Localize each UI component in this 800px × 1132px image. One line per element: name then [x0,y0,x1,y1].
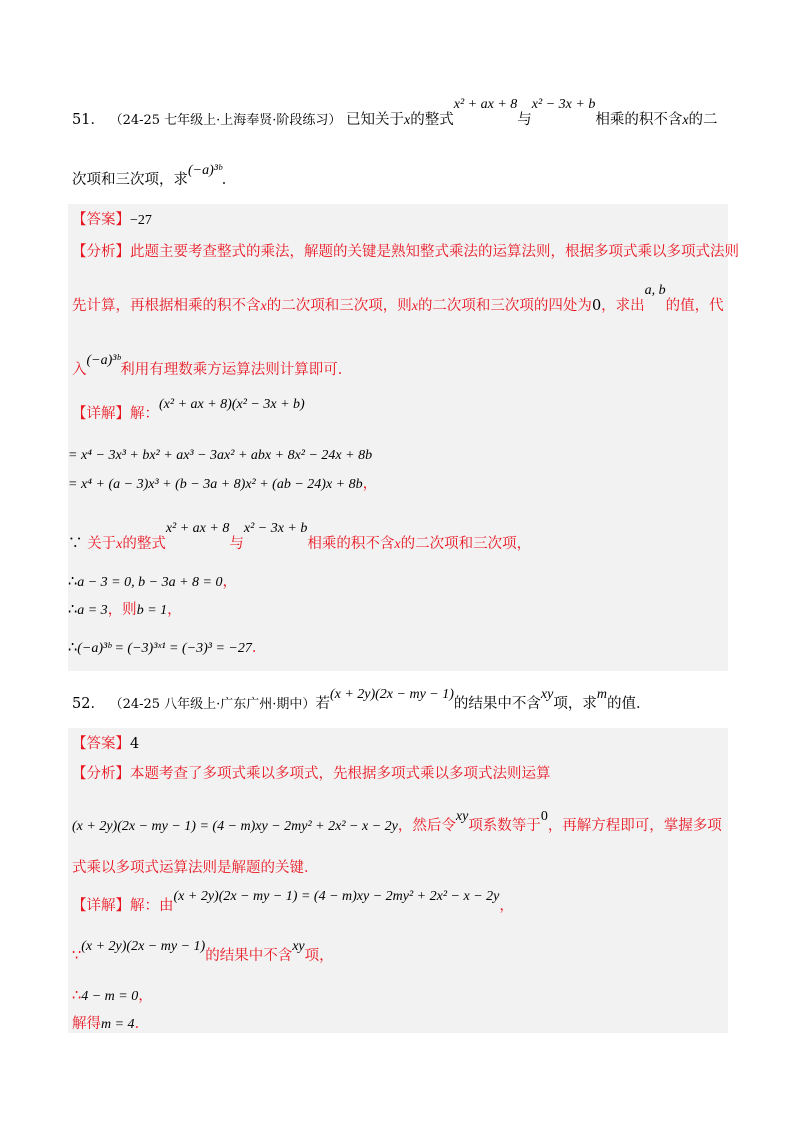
q52-detail-3: ∴4 − m = 0， [72,988,153,1004]
q51-answer: 【答案】−27 [72,212,152,228]
q52-expr1: (x + 2y)(2x − my − 1) [329,687,454,702]
q52-analysis-1: 【分析】本题考查了多项式乘以多项式，先根据多项式乘以多项式法则运算 [72,766,551,782]
q51-source: （24-25 七年级上·上海奉贤·阶段练习） [109,113,342,128]
q51-detail-3: ∵ 关于x的整式x² + ax + 8与x² − 3x + b相乘的积不含x的二次项和三次项， [68,521,532,552]
q52-source: （24-25 八年级上·广东广州·期中） [109,697,316,712]
q52-analysis-2: (x + 2y)(2x − my − 1) = (4 − m)xy − 2my² + 2x² − x − 2y，然后令xy项系数等于0，再解方程即可，掌握多项 [72,809,722,834]
q52-line1: 52． （24-25 八年级上·广东广州·期中）若(x + 2y)(2x − my − 1)的结果中不含xy项，求m的值． [72,687,651,712]
q51-detail-2: = x⁴ + (a − 3)x³ + (b − 3a + 8)x² + (ab − 24)x + 8b， [68,476,378,492]
q51-line2: 次项和三次项，求(−a)³ᵇ． [72,163,237,188]
q51-detail-1: = x⁴ − 3x³ + bx² + ax³ − 3ax² + abx + 8x² − 24x + 8b [68,448,373,463]
q51-analysis-2: 先计算，再根据相乘的积不含x的二次项和三次项，则x的二次项和三次项的四处为0，求出a, b的值，代 [72,283,724,314]
q52-detail-4: 解得m = 4． [72,1016,150,1032]
q51-detail-4: ∴a − 3 = 0, b − 3a + 8 = 0， [68,574,237,590]
q52-analysis-3: 式乘以多项式运算法则是解题的关键． [72,860,319,876]
q51-analysis-1: 【分析】此题主要考查整式的乘法，解题的关键是熟知整式乘法的运算法则，根据多项式乘以多项式法则 [72,244,739,260]
q52-answer: 【答案】4 [72,736,140,752]
q52-number: 52． [72,696,105,712]
q51-line1: 51． （24-25 七年级上·上海奉贤·阶段练习） 已知关于x的整式x² + ax + 8与x² − 3x + b相乘的积不含x的二 [72,97,718,128]
q51-expr1: x² + ax + 8 [453,97,518,112]
q51-analysis-3: 入(−a)³ᵇ利用有理数乘方运算法则计算即可． [72,353,353,378]
q51-detail-0: 【详解】解：(x² + ax + 8)(x² − 3x + b) [72,397,305,422]
q51-expr2: x² − 3x + b [531,97,596,112]
q51-expr3: (−a)³ᵇ [188,163,222,178]
q52-detail-2: ∵(x + 2y)(2x − my − 1)的结果中不含xy项， [72,939,334,964]
q51-detail-6: ∴(−a)³ᵇ = (−3)³ˣ¹ = (−3)³ = −27． [68,640,267,656]
q51-number: 51． [72,112,105,128]
q52-detail-1: 【详解】解：由(x + 2y)(2x − my − 1) = (4 − m)xy − 2my² + 2x² − x − 2y， [72,889,514,914]
q51-detail-5: ∴a = 3，则b = 1， [68,602,182,618]
